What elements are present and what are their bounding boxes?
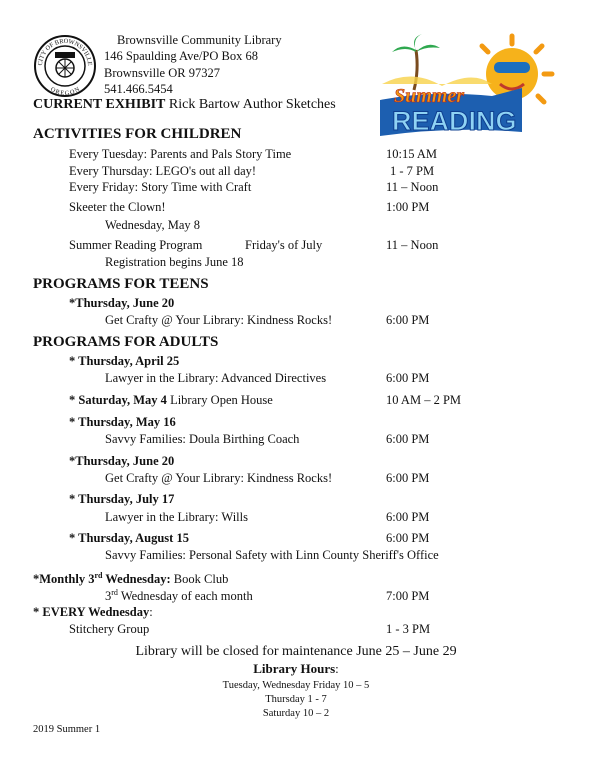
monthly-sub: 3rd Wednesday of each month <box>105 588 253 603</box>
children-row-5-text: Summer Reading Program <box>69 238 203 252</box>
exhibit-text: Rick Bartow Author Sketches <box>168 97 336 112</box>
adults-6-date: * Thursday, August 15 <box>69 531 189 545</box>
teens-time: 6:00 PM <box>386 313 430 327</box>
children-row-4-time: 1:00 PM <box>386 200 430 214</box>
every-wednesday-sub: Stitchery Group <box>69 622 150 636</box>
adults-3-date: * Thursday, May 16 <box>69 415 176 429</box>
children-row-4-sub: Wednesday, May 8 <box>105 218 201 232</box>
footer-label: 2019 Summer 1 <box>33 724 101 735</box>
children-row-2-time: 1 - 7 PM <box>390 164 435 178</box>
teens-date: *Thursday, June 20 <box>69 296 175 310</box>
adults-4-text: Get Crafty @ Your Library: Kindness Rocks! <box>105 471 333 485</box>
adults-6-text: Savvy Families: Personal Safety with Linn County Sheriff's Office <box>105 548 439 562</box>
library-address-line2: Brownsville OR 97327 <box>104 66 220 80</box>
adults-2-time: 10 AM – 2 PM <box>386 393 462 407</box>
children-row-1-time: 10:15 AM <box>386 147 438 161</box>
closure-notice: Library will be closed for maintenance June 25 – June 29 <box>135 644 457 659</box>
adults-6-time: 6:00 PM <box>386 531 430 545</box>
adults-2-line <box>69 393 273 408</box>
city-seal-icon <box>33 34 97 98</box>
monthly-label: *Monthly 3rd Wednesday: Book Club <box>33 571 229 586</box>
children-row-5-sub: Registration begins June 18 <box>105 255 244 269</box>
children-row-5-mid: Friday's of July <box>245 238 323 252</box>
adults-2-date: * Saturday, May 4 <box>69 393 167 407</box>
hours-heading: Library Hours: <box>253 661 339 676</box>
monthly-time: 7:00 PM <box>386 589 430 603</box>
every-wednesday-time: 1 - 3 PM <box>386 622 431 636</box>
svg-text:CITY OF BROWNSVILLE: CITY OF BROWNSVILLE <box>36 37 94 66</box>
adults-5-text: Lawyer in the Library: Wills <box>105 510 248 524</box>
adults-5-date: * Thursday, July 17 <box>69 492 175 506</box>
teens-heading: PROGRAMS FOR TEENS <box>33 276 209 292</box>
adults-3-time: 6:00 PM <box>386 432 430 446</box>
svg-text:Summer: Summer <box>394 85 465 107</box>
adults-1-time: 6:00 PM <box>386 371 430 385</box>
library-address-line1: 146 Spaulding Ave/PO Box 68 <box>104 49 258 63</box>
children-row-3-time: 11 – Noon <box>386 180 439 194</box>
children-row-5-time: 11 – Noon <box>386 238 439 252</box>
children-row-3-text: Every Friday: Story Time with Craft <box>69 180 252 194</box>
children-row-2-text: Every Thursday: LEGO's out all day! <box>69 164 257 178</box>
svg-text:OREGON: OREGON <box>49 85 81 98</box>
adults-4-date: *Thursday, June 20 <box>69 454 175 468</box>
teens-text: Get Crafty @ Your Library: Kindness Rocks! <box>105 313 333 327</box>
hours-line-2: Thursday 1 - 7 <box>265 694 327 705</box>
hours-line-1: Tuesday, Wednesday Friday 10 – 5 <box>222 680 370 691</box>
summer-reading-logo <box>372 30 558 142</box>
children-heading: ACTIVITIES FOR CHILDREN <box>33 126 242 142</box>
children-row-1-text: Every Tuesday: Parents and Pals Story Time <box>69 147 292 161</box>
hours-line-3: Saturday 10 – 2 <box>262 708 330 719</box>
adults-1-date: * Thursday, April 25 <box>69 354 180 368</box>
library-name: Brownsville Community Library <box>117 33 282 47</box>
adults-3-text: Savvy Families: Doula Birthing Coach <box>105 432 300 446</box>
exhibit-label: CURRENT EXHIBIT <box>33 97 166 112</box>
adults-heading: PROGRAMS FOR ADULTS <box>33 334 219 350</box>
children-row-4-text: Skeeter the Clown! <box>69 200 166 214</box>
library-phone: 541.466.5454 <box>104 82 173 96</box>
adults-2-text: Library Open House <box>170 393 273 407</box>
svg-text:READING: READING <box>392 106 517 136</box>
current-exhibit <box>33 97 336 113</box>
adults-5-time: 6:00 PM <box>386 510 430 524</box>
every-wednesday-label: * EVERY Wednesday: <box>33 605 153 619</box>
adults-1-text: Lawyer in the Library: Advanced Directives <box>105 371 327 385</box>
adults-4-time: 6:00 PM <box>386 471 430 485</box>
